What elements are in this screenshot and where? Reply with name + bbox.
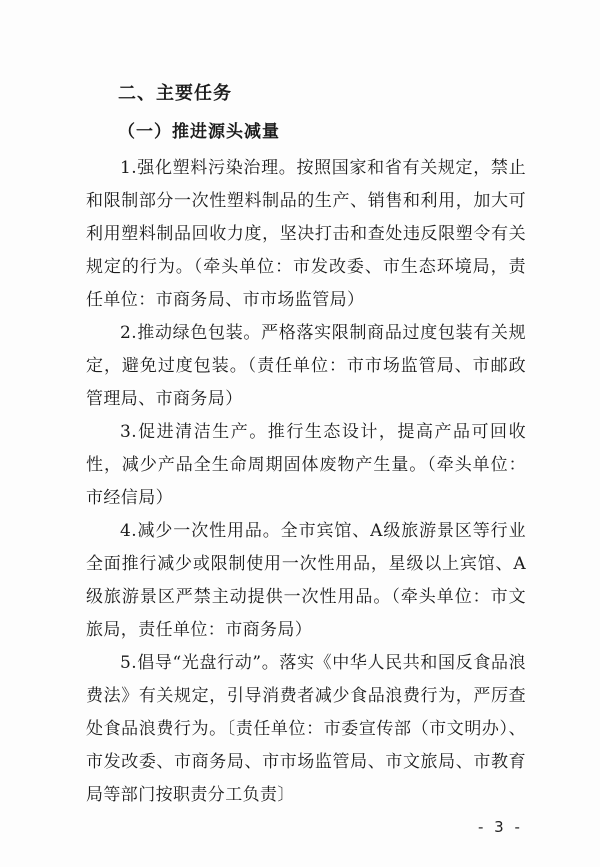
task-item-body: 推行生态设计，提高产品可回收性，减少产品全生命周期固体废物产生量。 — [86, 422, 526, 475]
task-item-2 — [86, 317, 526, 416]
task-item-body: 按照国家和省有关规定，禁止和限制部分一次性塑料制品的生产、销售和利用，加大可利用塑料制品回收力度，坚决打击和查处违反限塑令有关规定的行为。 — [86, 158, 527, 277]
task-item-lead: 4.减少一次性用品。 — [120, 521, 281, 541]
task-item-body: 严格落实限制商品过度包装有关规定，避免过度包装。 — [86, 323, 527, 376]
subsection-title: （一）推进源头减量 — [118, 122, 280, 142]
section-title: 二、主要任务 — [118, 83, 232, 104]
task-item-3 — [86, 416, 526, 515]
task-item-lead: 2.推动绿色包装。 — [120, 323, 262, 343]
task-item-4 — [86, 515, 526, 647]
task-item-1 — [86, 152, 526, 317]
task-item-5 — [86, 647, 526, 812]
document-body — [86, 76, 526, 812]
task-item-lead: 3.促进清洁生产。 — [120, 422, 268, 442]
task-item-responsibility: （牵头单位：市发改委、市生态环境局，责任单位：市商务局、市市场监管局） — [86, 257, 526, 310]
task-item-responsibility: （牵头单位：市文旅局，责任单位：市商务局） — [86, 587, 526, 640]
task-item-lead: 1.强化塑料污染治理。 — [120, 158, 297, 178]
task-item-body: 全市宾馆、A级旅游景区等行业全面推行减少或限制使用一次性用品，星级以上宾馆、A级旅游景区严禁主动提供一次性用品。 — [86, 521, 526, 607]
task-item-lead: 5.倡导“光盘行动”。 — [120, 653, 280, 673]
task-item-responsibility: （牵头单位：市经信局） — [86, 455, 526, 508]
page-number: - 3 - — [478, 818, 523, 836]
task-item-responsibility: （责任单位：市市场监管局、市邮政管理局、市商务局） — [86, 356, 526, 409]
task-item-body: 落实《中华人民共和国反食品浪费法》有关规定，引导消费者减少食品浪费行为，严厉查处食品浪费行为。 — [86, 653, 526, 739]
task-item-responsibility: 〔责任单位：市委宣传部（市文明办）、市发改委、市商务局、市市场监管局、市文旅局、市教育局等部门按职责分工负责〕 — [86, 719, 526, 805]
